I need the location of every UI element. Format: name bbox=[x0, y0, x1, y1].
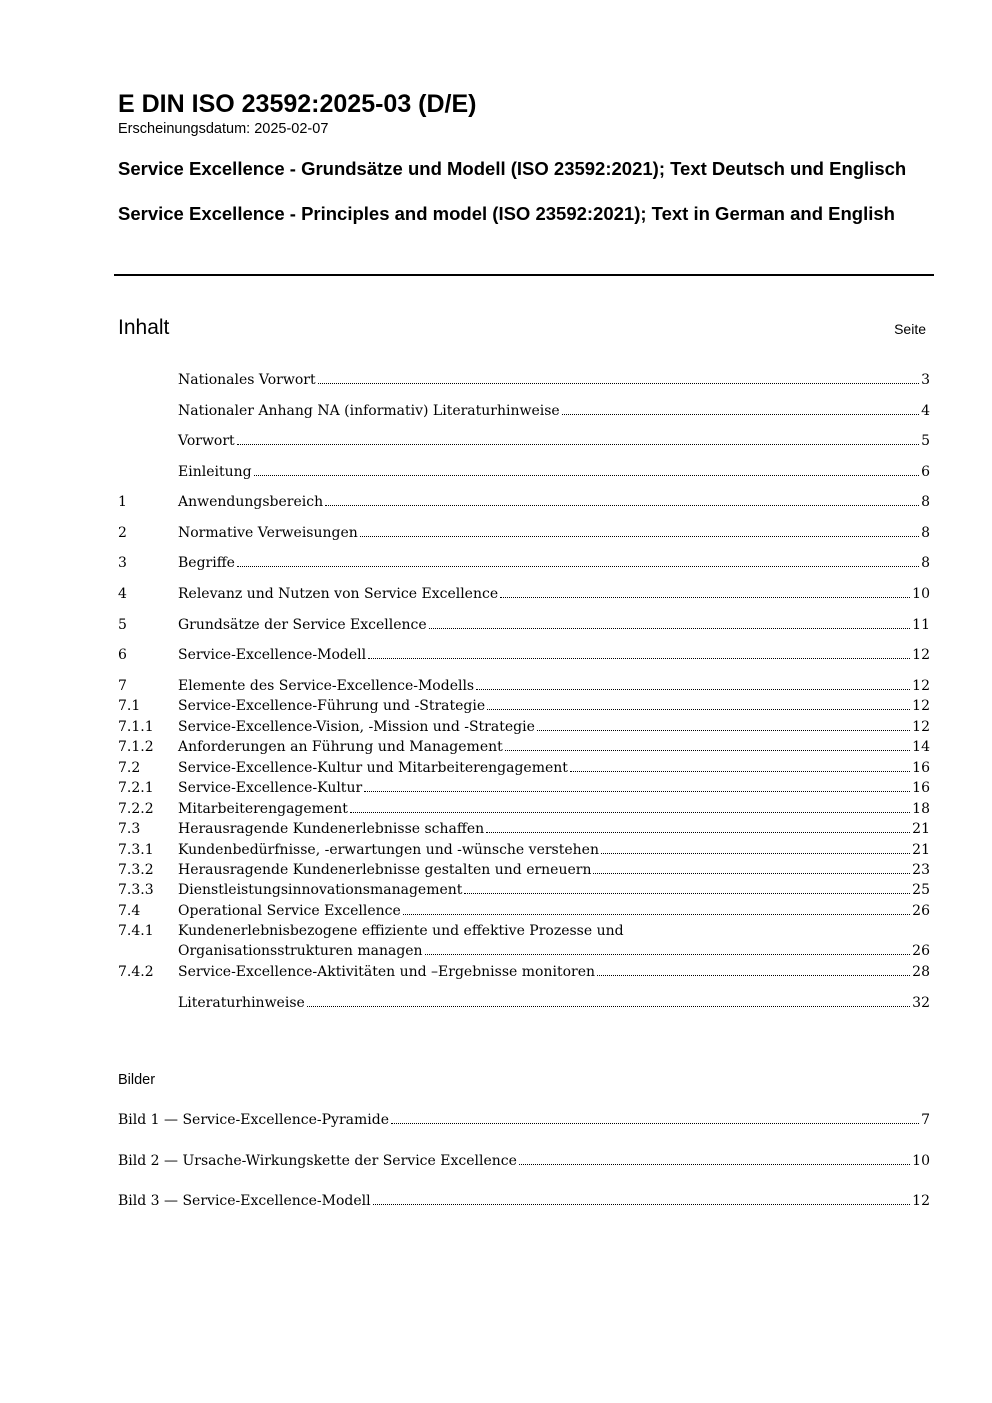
toc-entry-label: Dienstleistungsinnovationsmanagement bbox=[178, 882, 463, 898]
dot-leader bbox=[464, 880, 910, 894]
dot-leader bbox=[500, 584, 910, 598]
toc-entry-page: 8 bbox=[921, 525, 930, 541]
dot-leader bbox=[487, 696, 910, 710]
toc-entry-page: 21 bbox=[912, 821, 930, 837]
toc-entry-page: 28 bbox=[912, 964, 930, 980]
toc-entry-number: 7.4.2 bbox=[118, 964, 154, 980]
toc-entry[interactable] bbox=[118, 778, 930, 798]
dot-leader bbox=[237, 431, 919, 445]
toc-entry-page: 25 bbox=[912, 882, 930, 898]
toc-entry-number: 7.3.1 bbox=[118, 842, 154, 858]
toc-entry[interactable] bbox=[118, 880, 930, 900]
toc-entry-page: 5 bbox=[921, 433, 930, 449]
toc-entry-label: Grundsätze der Service Excellence bbox=[178, 617, 427, 633]
toc-entry-label: Einleitung bbox=[178, 464, 252, 480]
toc-entry-label: Service-Excellence-Kultur und Mitarbeiterengagement bbox=[178, 760, 568, 776]
toc-entry-label: Begriffe bbox=[178, 555, 235, 571]
toc-entry[interactable] bbox=[118, 860, 930, 880]
header-divider bbox=[114, 274, 934, 276]
toc-entry[interactable] bbox=[118, 676, 930, 696]
document-header bbox=[118, 88, 933, 225]
toc-entry-page: 16 bbox=[912, 760, 930, 776]
page-column-label: Seite bbox=[894, 321, 926, 337]
toc-entry-label: Anforderungen an Führung und Management bbox=[178, 739, 503, 755]
toc-entry-number: 5 bbox=[118, 617, 127, 633]
toc-entry-number bbox=[118, 431, 178, 451]
toc-entry-label: Literaturhinweise bbox=[178, 995, 305, 1011]
toc-entry-label-continued: Organisationsstrukturen managen bbox=[178, 943, 423, 959]
toc-entry[interactable] bbox=[118, 921, 930, 961]
toc-entry-number: 3 bbox=[118, 555, 127, 571]
publication-date: Erscheinungsdatum: 2025-02-07 bbox=[118, 121, 329, 137]
dot-leader bbox=[368, 645, 910, 659]
toc-entry-label: Service-Excellence-Modell bbox=[178, 647, 367, 663]
toc-entry[interactable] bbox=[118, 492, 930, 512]
dot-leader bbox=[318, 370, 920, 384]
toc-entry[interactable] bbox=[118, 462, 930, 482]
toc-entry-number: 7.2 bbox=[118, 760, 141, 776]
toc-entry-label: Nationales Vorwort bbox=[178, 372, 316, 388]
toc-entry[interactable] bbox=[118, 645, 930, 665]
toc-entry[interactable] bbox=[118, 799, 930, 819]
toc-entry[interactable] bbox=[118, 993, 930, 1013]
toc-entry[interactable] bbox=[118, 962, 930, 982]
toc-entry-page: 26 bbox=[912, 943, 930, 959]
toc-entry-page: 14 bbox=[912, 739, 930, 755]
toc-entry-label: Service-Excellence-Führung und -Strategie bbox=[178, 698, 486, 714]
toc-entry-label: Vorwort bbox=[178, 433, 235, 449]
dot-leader bbox=[391, 1110, 919, 1124]
figure-entry-label: Bild 1 — Service-Excellence-Pyramide bbox=[118, 1112, 389, 1128]
title-german: Service Excellence - Grundsätze und Modell (ISO 23592:2021); Text Deutsch und Englisch bbox=[118, 158, 907, 179]
toc-entry-page: 6 bbox=[921, 464, 930, 480]
toc-entry-number: 2 bbox=[118, 525, 127, 541]
toc-entry-number: 7.3 bbox=[118, 821, 141, 837]
toc-entry-number bbox=[118, 462, 178, 482]
toc-entry-number: 7.4 bbox=[118, 903, 141, 919]
toc-entry[interactable] bbox=[118, 737, 930, 757]
toc-entry-number bbox=[118, 370, 178, 390]
toc-entry-number: 7.1.1 bbox=[118, 719, 154, 735]
toc-entry-page: 4 bbox=[921, 403, 930, 419]
toc-entry[interactable] bbox=[118, 615, 930, 635]
toc-entry-page: 21 bbox=[912, 842, 930, 858]
toc-entry-number: 1 bbox=[118, 494, 127, 510]
dot-leader bbox=[307, 993, 910, 1007]
dot-leader bbox=[486, 819, 910, 833]
toc-heading bbox=[118, 314, 926, 342]
toc-entry-number bbox=[118, 993, 178, 1013]
toc-entry-page: 23 bbox=[912, 862, 930, 878]
toc-entry-page: 11 bbox=[912, 617, 930, 633]
toc-entry-label: Service-Excellence-Aktivitäten und –Ergebnisse monitoren bbox=[178, 964, 596, 980]
toc-entry-page: 16 bbox=[912, 780, 930, 796]
toc-entry-page: 10 bbox=[912, 586, 930, 602]
toc-entry[interactable] bbox=[118, 758, 930, 778]
toc-entry-label: Elemente des Service-Excellence-Modells bbox=[178, 678, 475, 694]
toc-entry-number: 7.4.1 bbox=[118, 923, 154, 939]
dot-leader bbox=[254, 462, 920, 476]
toc-entry-page: 32 bbox=[912, 995, 930, 1011]
toc-entry-page: 12 bbox=[912, 698, 930, 714]
toc-entry-page: 12 bbox=[912, 647, 930, 663]
toc-entry[interactable] bbox=[118, 553, 930, 573]
figure-entry[interactable] bbox=[118, 1110, 930, 1130]
figure-entry-label: Bild 3 — Service-Excellence-Modell bbox=[118, 1193, 371, 1209]
dot-leader bbox=[505, 737, 910, 751]
toc-entry-label: Operational Service Excellence bbox=[178, 903, 401, 919]
dot-leader bbox=[537, 717, 910, 731]
toc-entry-page: 8 bbox=[921, 555, 930, 571]
toc-entry[interactable] bbox=[118, 370, 930, 390]
figures-heading: Bilder bbox=[118, 1072, 156, 1088]
dot-leader bbox=[350, 799, 910, 813]
toc-entry-number: 4 bbox=[118, 586, 127, 602]
toc-entry-label: Herausragende Kundenerlebnisse gestalten und erneuern bbox=[178, 862, 592, 878]
toc-entry-page: 3 bbox=[921, 372, 930, 388]
toc-entry-number: 7.2.1 bbox=[118, 780, 154, 796]
toc-entry[interactable] bbox=[118, 819, 930, 839]
figure-entry-page: 7 bbox=[921, 1112, 930, 1128]
toc-entry[interactable] bbox=[118, 717, 930, 737]
dot-leader bbox=[476, 676, 910, 690]
dot-leader bbox=[237, 553, 919, 567]
toc-entry-number: 7.1 bbox=[118, 698, 141, 714]
figure-entry-page: 10 bbox=[912, 1153, 930, 1169]
toc-entry-label: Herausragende Kundenerlebnisse schaffen bbox=[178, 821, 485, 837]
toc-entry-label: Mitarbeiterengagement bbox=[178, 801, 348, 817]
dot-leader bbox=[519, 1151, 910, 1165]
dot-leader bbox=[325, 492, 919, 506]
toc-entry-label: Anwendungsbereich bbox=[178, 494, 324, 510]
toc-entry-label: Relevanz und Nutzen von Service Excellence bbox=[178, 586, 499, 602]
toc-entry-page: 12 bbox=[912, 678, 930, 694]
dot-leader bbox=[570, 758, 910, 772]
toc-entry-number: 7.1.2 bbox=[118, 739, 154, 755]
toc-entry[interactable] bbox=[118, 840, 930, 860]
dot-leader bbox=[373, 1191, 911, 1205]
dot-leader bbox=[601, 840, 910, 854]
toc-entry-number bbox=[118, 401, 178, 421]
toc-entry-page: 18 bbox=[912, 801, 930, 817]
toc-entry-number: 6 bbox=[118, 647, 127, 663]
toc-title: Inhalt bbox=[118, 316, 170, 339]
dot-leader bbox=[403, 901, 910, 915]
toc-entry-number: 7.3.3 bbox=[118, 882, 154, 898]
toc-entry-label: Service-Excellence-Kultur bbox=[178, 780, 363, 796]
toc-entry[interactable] bbox=[118, 401, 930, 421]
figure-entry-label: Bild 2 — Ursache-Wirkungskette der Service Excellence bbox=[118, 1153, 517, 1169]
toc-entry-page: 26 bbox=[912, 903, 930, 919]
dot-leader bbox=[364, 778, 910, 792]
toc-entry-page: 12 bbox=[912, 719, 930, 735]
dot-leader bbox=[597, 962, 910, 976]
dot-leader bbox=[562, 401, 919, 415]
toc-entry-page: 8 bbox=[921, 494, 930, 510]
toc-entry-label: Kundenerlebnisbezogene effiziente und effektive Prozesse und bbox=[178, 923, 624, 939]
toc-entry-number: 7 bbox=[118, 678, 127, 694]
toc-entry[interactable] bbox=[118, 431, 930, 451]
toc-entry[interactable] bbox=[118, 696, 930, 716]
title-english: Service Excellence - Principles and model (ISO 23592:2021); Text in German and English bbox=[118, 203, 895, 224]
toc-entry[interactable] bbox=[118, 523, 930, 543]
toc-entry-label: Normative Verweisungen bbox=[178, 525, 358, 541]
toc-entry-number: 7.3.2 bbox=[118, 862, 154, 878]
dot-leader bbox=[593, 860, 910, 874]
toc-entry-label: Service-Excellence-Vision, -Mission und -Strategie bbox=[178, 719, 535, 735]
toc-entry[interactable] bbox=[118, 584, 930, 604]
dot-leader bbox=[360, 523, 919, 537]
dot-leader bbox=[429, 615, 910, 629]
toc-entry-label: Nationaler Anhang NA (informativ) Literaturhinweise bbox=[178, 403, 560, 419]
figure-entry[interactable] bbox=[118, 1151, 930, 1171]
toc-entry-label: Kundenbedürfnisse, -erwartungen und -wünsche verstehen bbox=[178, 842, 599, 858]
toc-entry[interactable] bbox=[118, 901, 930, 921]
figure-entry[interactable] bbox=[118, 1191, 930, 1211]
figure-entry-page: 12 bbox=[912, 1193, 930, 1209]
toc-entry-number: 7.2.2 bbox=[118, 801, 154, 817]
dot-leader bbox=[425, 941, 911, 955]
document-id: E DIN ISO 23592:2025-03 (D/E) bbox=[118, 90, 477, 118]
